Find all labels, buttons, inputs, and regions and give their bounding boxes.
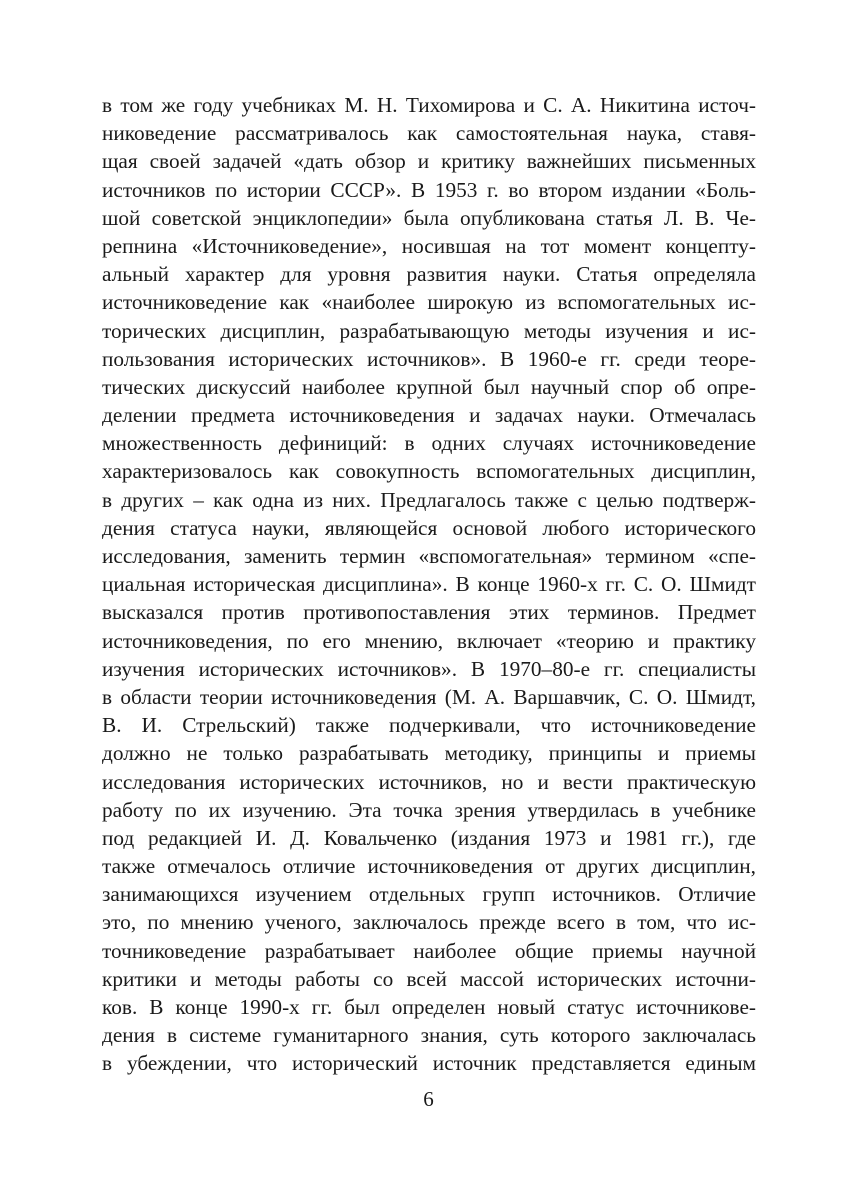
text-line-25: исследования исторических источников, но и вести практическую	[102, 769, 756, 794]
text-line-24: должно не только разрабатывать методику, принципы и приемы	[102, 741, 756, 766]
text-line-16: дения статуса науки, являющейся основой любого исторического	[102, 515, 756, 540]
page-number: 6	[423, 1087, 434, 1111]
text-line-27: под редакцией И. Д. Ковальченко (издания 1973 и 1981 гг.), где	[102, 825, 756, 850]
text-line-33: ков. В конце 1990-х гг. был определен новый статус источникове-	[102, 995, 756, 1019]
text-line-1: в том же году учебниках М. Н. Тихомирова и С. А. Никитина источ-	[102, 93, 756, 117]
text-line-20: источниковедения, по его мнению, включает «теорию и практику	[102, 628, 756, 653]
text-line-9: торических дисциплин, разрабатывающую методы изучения и ис-	[102, 318, 756, 343]
text-line-12: делении предмета источниковедения и задачах науки. Отмечалась	[102, 403, 756, 428]
text-line-22: в области теории источниковедения (М. А. Варшавчик, С. О. Шмидт,	[102, 684, 756, 709]
text-line-19: высказался против противопоставления этих терминов. Предмет	[102, 600, 756, 625]
text-line-32: критики и методы работы со всей массой исторических источни-	[102, 966, 756, 991]
text-line-13: множественность дефиниций: в одних случаях источниковедение	[102, 431, 756, 456]
text-line-26: работу по их изучению. Эта точка зрения утвердилась в учебнике	[102, 797, 756, 822]
text-line-31: точниковедение разрабатывает наиболее общие приемы научной	[102, 938, 756, 963]
text-line-23: В. И. Стрельский) также подчеркивали, что источниковедение	[102, 713, 756, 738]
text-line-11: тических дискуссий наиболее крупной был научный спор об опре-	[102, 374, 756, 399]
text-line-2: никоведение рассматривалось как самостоятельная наука, ставя-	[102, 121, 756, 146]
text-line-5: шой советской энциклопедии» была опубликована статья Л. В. Че-	[102, 205, 756, 230]
text-line-21: изучения исторических источников». В 1970–80-е гг. специалисты	[102, 656, 756, 681]
text-line-18: циальная историческая дисциплина». В конце 1960-х гг. С. О. Шмидт	[102, 572, 756, 597]
text-line-15: в других – как одна из них. Предлагалось также с целью подтверж-	[102, 487, 756, 512]
text-line-29: занимающихся изучением отдельных групп источников. Отличие	[102, 882, 756, 907]
text-line-4: источников по истории СССР». В 1953 г. во втором издании «Боль-	[102, 177, 756, 202]
text-line-30: это, по мнению ученого, заключалось прежде всего в том, что ис-	[102, 910, 756, 935]
text-line-34: дения в системе гуманитарного знания, суть которого заключалась	[102, 1023, 756, 1048]
text-line-35: в убеждении, что исторический источник представляется единым	[102, 1051, 756, 1076]
text-line-28: также отмечалось отличие источниковедения от других дисциплин,	[102, 854, 756, 879]
text-line-7: альный характер для уровня развития науки. Статья определяла	[102, 262, 756, 287]
text-line-10: пользования исторических источников». В 1960-е гг. среди теоре-	[102, 346, 756, 371]
text-line-6: репнина «Источниковедение», носившая на тот момент концепту-	[102, 233, 756, 258]
text-line-3: щая своей задачей «дать обзор и критику важнейших письменных	[102, 149, 756, 174]
text-line-14: характеризовалось как совокупность вспомогательных дисциплин,	[102, 459, 756, 484]
text-line-17: исследования, заменить термин «вспомогательная» термином «спе-	[102, 544, 756, 568]
page-body	[102, 91, 756, 1091]
text-line-8: источниковедение как «наиболее широкую из вспомогательных ис-	[102, 290, 756, 315]
